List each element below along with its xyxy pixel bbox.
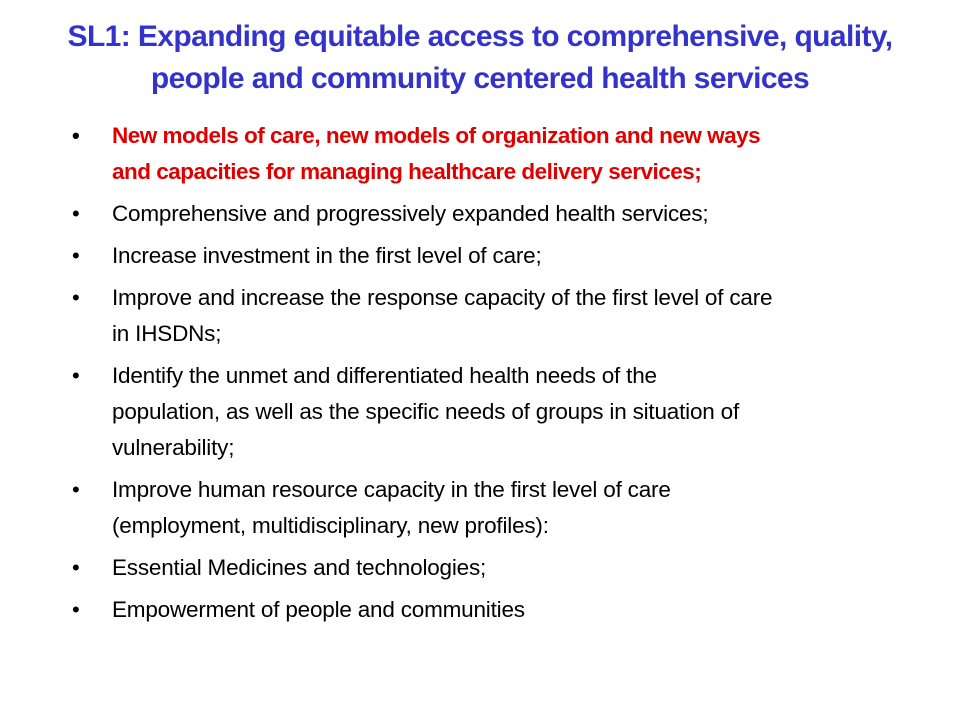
bullet-text-line: Identify the unmet and differentiated health needs of the [112,363,657,388]
slide-title-line-2: people and community centered health services [150,62,810,95]
slide-title-line-1: SL1: Expanding equitable access to comprehensive, quality, [67,20,893,53]
bullet-text [112,592,932,628]
bullet-text [112,196,932,232]
bullet-text [112,550,932,586]
bullet-text [112,118,932,190]
bullet-marker: • [72,363,80,388]
bullet-text [112,280,932,352]
bullet-item-human-resources [72,472,932,544]
bullet-marker: • [72,477,80,502]
bullet-text-line: Essential Medicines and technologies; [112,555,487,580]
bullet-marker: • [72,555,80,580]
bullet-item-increase-investment [72,238,932,274]
bullet-text-line: in IHSDNs; [112,321,222,346]
bullet-item-response-capacity [72,280,932,352]
bullet-text [112,238,932,274]
bullet-marker: • [72,243,80,268]
bullet-text-line: Comprehensive and progressively expanded health services; [112,201,709,226]
bullet-item-new-models-of-care [72,118,932,190]
bullet-item-unmet-needs [72,358,932,466]
bullet-text-line: (employment, multidisciplinary, new profiles): [112,513,549,538]
bullet-item-essential-medicines [72,550,932,586]
bullet-text-line: Improve and increase the response capacity of the first level of care [112,285,773,310]
bullet-text-line: Empowerment of people and communities [112,597,525,622]
bullet-text-line: Improve human resource capacity in the first level of care [112,477,671,502]
bullet-text-line: and capacities for managing healthcare delivery services; [112,159,702,184]
bullet-marker: • [72,285,80,310]
bullet-text-line: Increase investment in the first level of care; [112,243,542,268]
bullet-text-line: vulnerability; [112,435,235,460]
bullet-text [112,472,932,544]
bullet-text-line: New models of care, new models of organization and new ways [112,123,761,148]
bullet-marker: • [72,597,80,622]
bullet-list [72,118,932,634]
bullet-marker: • [72,201,80,226]
bullet-item-comprehensive-services [72,196,932,232]
bullet-text [112,358,932,466]
bullet-marker: • [72,123,80,148]
slide-title [40,16,920,100]
bullet-item-empowerment [72,592,932,628]
bullet-text-line: population, as well as the specific needs of groups in situation of [112,399,739,424]
